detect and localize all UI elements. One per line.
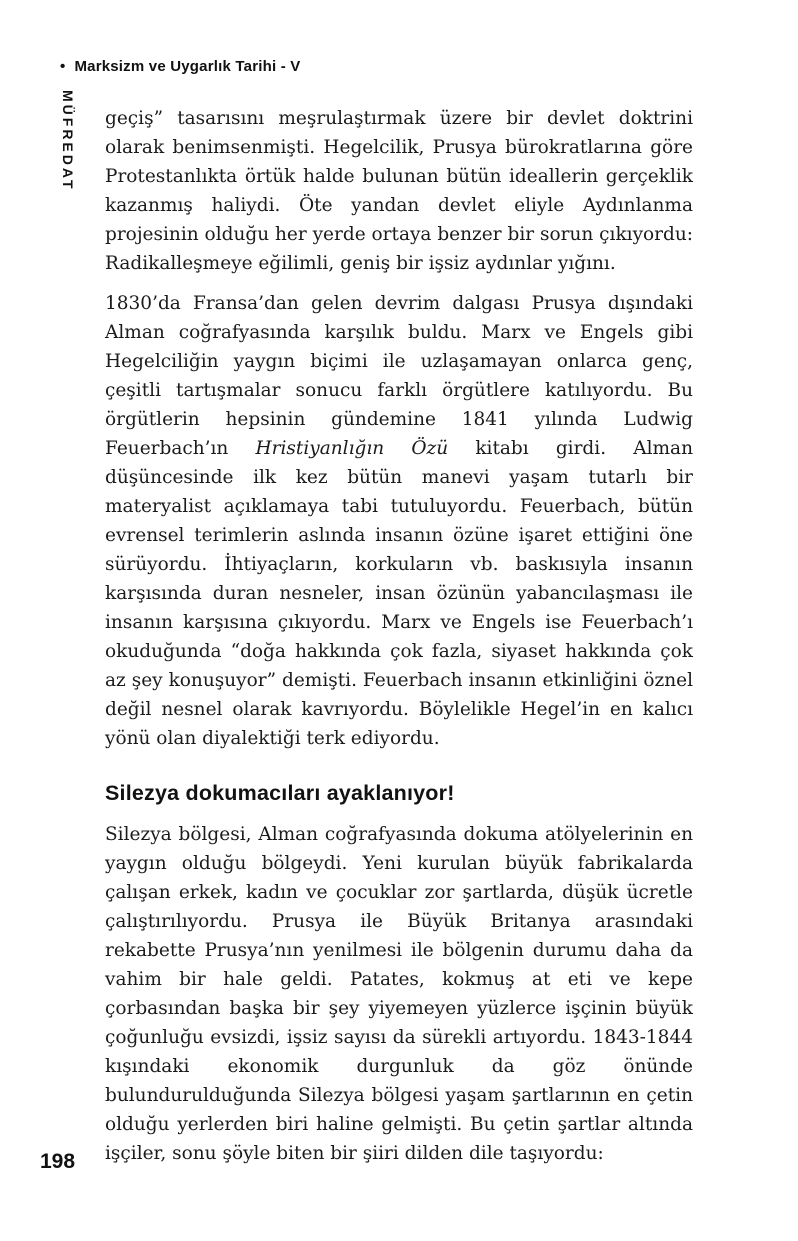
paragraph-2 xyxy=(105,289,693,753)
paragraph-2-text-after: kitabı girdi. Alman düşüncesinde ilk kez bütün manevi yaşam tutarlı bir materyalist açıklamaya tabi tutuluyordu. Feuerbach, bütün evrensel terimlerin aslında insanın özüne işaret ettiğini öne sürüyordu. İhtiyaçların, korkuların vb. baskısıyla insanın karşısında duran nesneler, insan özünün yabancılaşması ile insanın karşısına çıkıyordu. Marx ve Engels ise Feuerbach’ı okuduğunda “doğa hakkında çok fazla, siyaset hakkında çok az şey konuşuyor” demişti. Feuerbach insanın etkinliğini öznel değil nesnel olarak kavrıyordu. Böylelikle Hegel’in en kalıcı yönü olan diyalektiği terk ediyordu. xyxy=(105,438,693,749)
paragraph-1: geçiş” tasarısını meşrulaştırmak üzere bir devlet doktrini olarak benimsenmişti. Hegelcilik, Prusya bürokratlarına göre Protestanlıkta örtük halde bulunan bütün ideallerin gerçeklik kazanmış haliydi. Öte yandan devlet eliyle Aydınlanma projesinin olduğu her yerde ortaya benzer bir sorun çıkıyordu: Radikalleşmeye eğilimli, geniş bir işsiz aydınlar yığını. xyxy=(105,108,693,274)
page-number: 198 xyxy=(40,1150,76,1173)
book-title-italic: Hristiyanlığın Özü xyxy=(255,438,449,459)
margin-series-label: MÜFREDAT xyxy=(60,90,76,192)
running-header xyxy=(60,58,300,75)
header-title: Marksizm ve Uygarlık Tarihi - V xyxy=(74,58,301,75)
paragraph-2-text-before: 1830’da Fransa’dan gelen devrim dalgası Prusya dışındaki Alman coğrafyasında karşılık buldu. Marx ve Engels gibi Hegelciliğin yaygın biçimi ile uzlaşamayan onlarca genç, çeşitli tartışmalar sonucu farklı örgütlere katılıyordu. Bu örgütlerin hepsinin gündemine 1841 yılında Ludwig Feuerbach’ın xyxy=(105,293,693,459)
paragraph-3: Silezya bölgesi, Alman coğrafyasında dokuma atölyelerinin en yaygın olduğu bölgeydi. Yeni kurulan büyük fabrikalarda çalışan erkek, kadın ve çocuklar zor şartlarda, düşük ücretle çalıştırılıyordu. Prusya ile Büyük Britanya arasındaki rekabette Prusya’nın yenilmesi ile bölgenin durumu daha da vahim bir hale geldi. Patates, kokmuş at eti ve kepe çorbasından başka bir şey yiyemeyen yüzlerce işçinin büyük çoğunluğu evsizdi, işsiz sayısı da sürekli artıyordu. 1843-1844 kışındaki ekonomik durgunluk da göz önünde bulundurulduğunda Silezya bölgesi yaşam şartlarının en çetin olduğu yerlerden biri haline gelmişti. Bu çetin şartlar altında işçiler, sonu şöyle biten bir şiiri dilden dile taşıyordu: xyxy=(105,823,693,1164)
page-body xyxy=(105,104,693,1179)
header-bullet-icon: • xyxy=(60,58,66,75)
section-heading: Silezya dokumacıları ayaklanıyor! xyxy=(105,781,455,805)
